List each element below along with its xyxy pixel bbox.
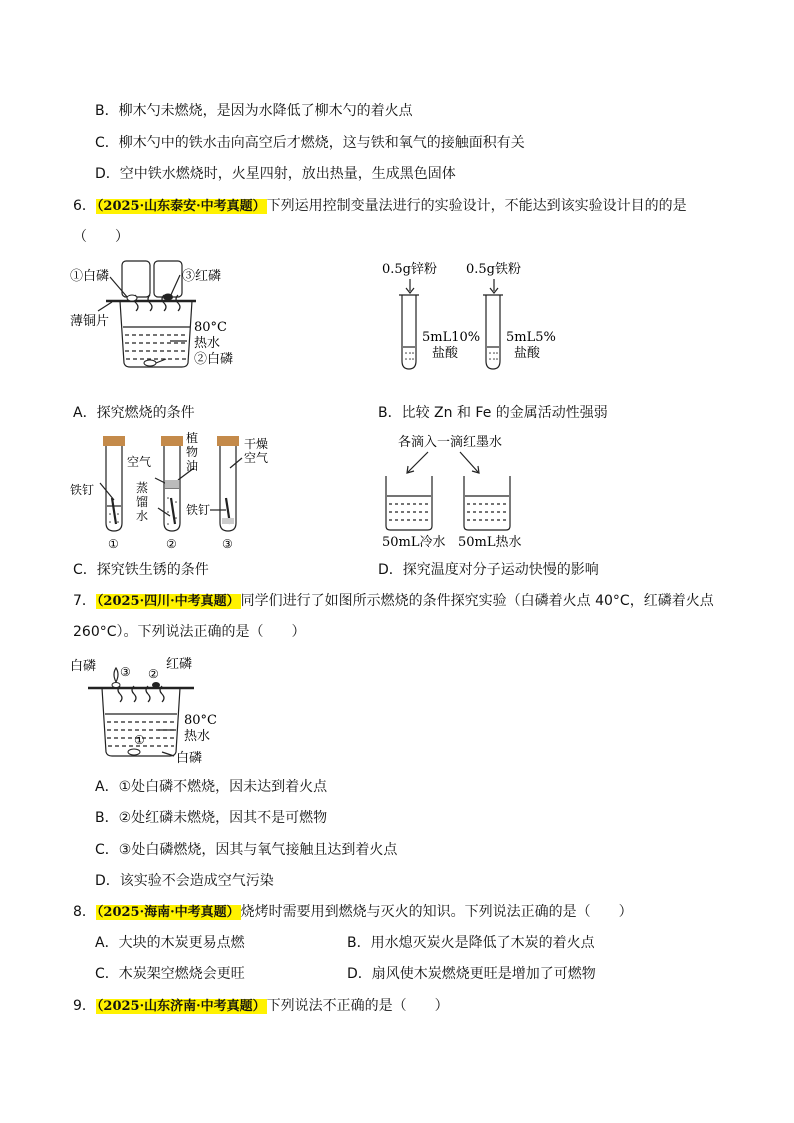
- label-acid-1: 盐酸: [432, 346, 459, 361]
- label-oil-2: 物: [186, 445, 199, 459]
- q6-figure-a: [70, 255, 260, 375]
- q8-option-a: A．大块的木炭更易点燃: [95, 935, 245, 951]
- label-distilled-2: 馏: [136, 495, 149, 509]
- q7-stem-line-2: 260°C）。下列说法正确的是（ ）: [73, 624, 306, 640]
- q9-stem: [73, 996, 449, 1017]
- stopper-2: [161, 436, 183, 446]
- test-tube-1: [106, 446, 122, 531]
- label-white-phosphorus-bottom: 白磷: [176, 751, 203, 766]
- label-red-ink: 各滴入一滴红墨水: [398, 435, 503, 450]
- q8-option-c: C．木炭架空燃烧会更旺: [95, 966, 245, 982]
- label-cold-water: 50mL冷水: [382, 535, 446, 550]
- left-tube: [122, 261, 150, 297]
- desiccant: [222, 518, 234, 524]
- q6-option-a: A．探究燃烧的条件: [73, 405, 195, 421]
- source-tag: （2025·山东济南·中考真题）: [96, 999, 266, 1014]
- label-zinc-powder: 0.5g锌粉: [382, 262, 437, 277]
- label-iron-nail-3: 铁钉: [186, 503, 211, 517]
- label-acid-2: 盐酸: [514, 346, 541, 361]
- question-text: 同学们进行了如图所示燃烧的条件探究实验（白磷着火点 40°C，红磷着火点: [240, 593, 714, 609]
- source-tag: （2025·山东泰安·中考真题）: [96, 199, 266, 214]
- white-phosphorus-2: [144, 360, 156, 366]
- question-number: 6．: [73, 198, 96, 214]
- label-distilled-1: 蒸: [136, 481, 149, 495]
- label-red-phosphorus: ③红磷: [182, 269, 222, 284]
- beaker-hot: [464, 476, 510, 530]
- white-phosphorus-1: [127, 295, 137, 301]
- label-temperature: 80°C: [184, 713, 217, 728]
- q5-option-b: B．柳木勺未燃烧，是因为水降低了柳木勺的着火点: [95, 103, 413, 119]
- test-tube-2: [486, 295, 500, 369]
- label-air: 空气: [127, 455, 152, 469]
- q7-option-b: B．②处红磷未燃烧，因其不是可燃物: [95, 810, 328, 826]
- label-acid-2-conc: 5mL5%: [506, 330, 556, 345]
- label-tube-1: ①: [108, 537, 119, 551]
- label-hot-water: 热水: [194, 336, 221, 351]
- q6-option-d: D．探究温度对分子运动快慢的影响: [378, 562, 599, 578]
- beaker: [120, 301, 192, 367]
- q8-option-d: D．扇风使木炭燃烧更旺是增加了可燃物: [347, 966, 596, 982]
- label-acid-1-conc: 5mL10%: [422, 330, 481, 345]
- q6-figure-c: [70, 428, 280, 553]
- label-site-2: ②: [148, 667, 159, 681]
- q8-option-b: B．用水熄灭炭火是降低了木炭的着火点: [347, 935, 595, 951]
- q7-option-c: C．③处白磷燃烧，因其与氧气接触且达到着火点: [95, 842, 398, 858]
- question-text: 烧烤时需要用到燃烧与灭火的知识。下列说法正确的是（ ）: [240, 904, 633, 920]
- label-site-1: ①: [134, 733, 145, 747]
- test-tube-1: [402, 295, 416, 369]
- label-distilled-3: 水: [136, 509, 149, 523]
- question-number: 7．: [73, 593, 96, 609]
- iron-nail-2: [171, 498, 175, 524]
- q5-option-d: D．空中铁水燃烧时，火星四射，放出热量，生成黑色固体: [95, 166, 456, 182]
- label-white-phosphorus-2: ②白磷: [194, 352, 234, 367]
- source-tag: （2025·海南·中考真题）: [96, 905, 240, 920]
- question-number: 8．: [73, 904, 96, 920]
- q8-stem: [73, 902, 633, 923]
- q6-stem: [73, 196, 687, 217]
- label-iron-powder: 0.5g铁粉: [466, 262, 521, 277]
- q6-figure-b: [378, 255, 578, 375]
- q7-option-a: A．①处白磷不燃烧，因未达到着火点: [95, 779, 328, 795]
- source-tag: （2025·四川·中考真题）: [96, 594, 240, 609]
- q6-option-b: B．比较 Zn 和 Fe 的金属活动性强弱: [378, 405, 608, 421]
- q6-option-c: C．探究铁生锈的条件: [73, 562, 209, 578]
- label-red-phosphorus: 红磷: [166, 657, 193, 672]
- label-oil-1: 植: [186, 431, 199, 445]
- q5-option-c: C．柳木勺中的铁水击向高空后才燃烧，这与铁和氧气的接触面积有关: [95, 135, 525, 151]
- stopper-1: [103, 436, 125, 446]
- oil-layer: [165, 480, 179, 488]
- question-number: 9．: [73, 998, 96, 1014]
- label-dry: 干燥: [244, 437, 269, 451]
- q7-stem: [73, 591, 714, 612]
- label-white-phosphorus: 白磷: [70, 659, 97, 674]
- label-white-phosphorus-1: ①白磷: [70, 269, 110, 284]
- iron-nail-1: [112, 498, 116, 524]
- label-copper-plate: 薄铜片: [70, 314, 110, 329]
- label-site-3: ③: [120, 665, 131, 679]
- flame-icon: [114, 668, 118, 682]
- q6-answer-paren: （ ）: [73, 229, 129, 245]
- label-tube-3: ③: [222, 537, 233, 551]
- q6-figure-d: [378, 430, 558, 552]
- label-iron-nail: 铁钉: [70, 483, 95, 497]
- label-temperature: 80°C: [194, 320, 227, 335]
- label-hot-water: 热水: [184, 729, 211, 744]
- label-hot-water: 50mL热水: [458, 535, 522, 550]
- q7-option-d: D．该实验不会造成空气污染: [95, 873, 274, 889]
- label-tube-2: ②: [166, 537, 177, 551]
- beaker-cold: [386, 476, 432, 530]
- stopper-3: [217, 436, 239, 446]
- question-text: 下列说法不正确的是（ ）: [266, 998, 449, 1014]
- red-phosphorus: [163, 294, 173, 301]
- q7-figure: [70, 652, 250, 772]
- label-dry-air: 空气: [244, 451, 269, 465]
- question-text: 下列运用控制变量法进行的实验设计，不能达到该实验设计目的的是: [266, 198, 687, 214]
- label-oil-3: 油: [186, 459, 199, 473]
